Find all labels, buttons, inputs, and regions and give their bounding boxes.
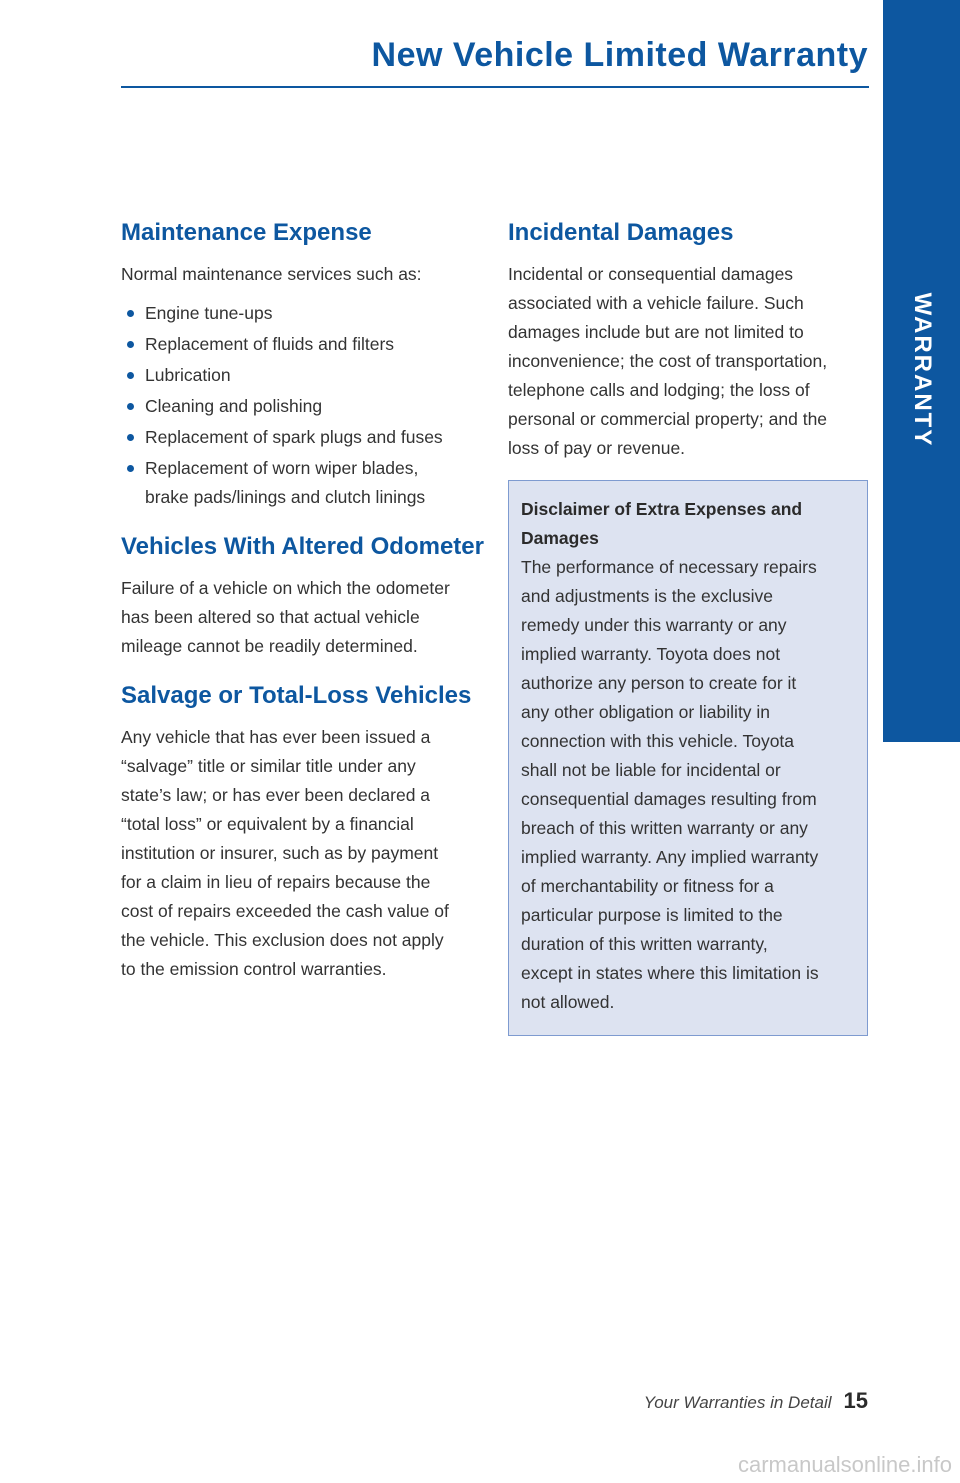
list-item-text: Replacement of worn wiper blades, brake pads/linings and clutch linings xyxy=(145,458,426,507)
title-divider xyxy=(121,86,869,88)
page-number: 15 xyxy=(843,1388,868,1413)
watermark: carmanualsonline.info xyxy=(737,1452,952,1477)
maintenance-list xyxy=(121,299,481,512)
list-item xyxy=(121,423,481,452)
list-item xyxy=(121,392,481,421)
incidental-text: Incidental or consequential damages associated with a vehicle failure. Such damages include but are not limited to inconvenience; the cost of transportation, telephone calls and lodging; the loss of personal or commercial property; and the loss of pay or revenue. xyxy=(508,264,828,458)
page-title: New Vehicle Limited Warranty xyxy=(371,36,868,74)
salvage-heading: Salvage or Total-Loss Vehicles xyxy=(121,682,472,709)
list-item xyxy=(121,330,481,359)
disclaimer-text: The performance of necessary repairs and adjustments is the exclusive remedy under this warranty or any implied warranty. Toyota does not authorize any person to create for it any other obligation or liability in connection with this vehicle. Toyota shall not be liable for incidental or consequential damages resulting from breach of this written warranty or any implied warranty. Any implied warranty of merchantability or fitness for a particular purpose is limited to the duration of this written warranty, except in states where this limitation is not allowed. xyxy=(521,557,819,1012)
odometer-section xyxy=(121,530,484,661)
incidental-heading: Incidental Damages xyxy=(508,219,734,246)
incidental-section xyxy=(508,216,868,463)
odometer-heading: Vehicles With Altered Odometer xyxy=(121,533,484,560)
disclaimer-title: Disclaimer of Extra Expenses and Damages xyxy=(521,499,803,548)
salvage-text: Any vehicle that has ever been issued a “salvage” title or similar title under any state’s law; or has ever been declared a “total loss” or equivalent by a financial institution or insurer, such as by payment for a claim in lieu of repairs because the cost of repairs exceeded the cash value of the vehicle. This exclusion does not apply to the emission control warranties. xyxy=(121,727,449,979)
maintenance-intro: Normal maintenance services such as: xyxy=(121,264,422,284)
list-item-text: Cleaning and polishing xyxy=(145,396,323,416)
footer-label: Your Warranties in Detail xyxy=(643,1393,832,1412)
list-item xyxy=(121,454,481,512)
side-tab-label: WARRANTY xyxy=(908,292,936,448)
salvage-section xyxy=(121,679,481,984)
bullet-icon xyxy=(127,341,134,348)
page-footer xyxy=(644,1388,868,1414)
bullet-icon xyxy=(127,434,134,441)
list-item xyxy=(121,361,481,390)
side-section-tab xyxy=(883,0,960,742)
maintenance-section xyxy=(121,216,481,512)
list-item-text: Engine tune-ups xyxy=(145,303,273,323)
list-item-text: Replacement of spark plugs and fuses xyxy=(145,427,443,447)
list-item xyxy=(121,299,481,328)
bullet-icon xyxy=(127,310,134,317)
bullet-icon xyxy=(127,403,134,410)
odometer-text: Failure of a vehicle on which the odometer has been altered so that actual vehicle mileage cannot be readily determined. xyxy=(121,578,450,656)
list-item-text: Lubrication xyxy=(145,365,231,385)
disclaimer-box xyxy=(508,480,868,1036)
bullet-icon xyxy=(127,465,134,472)
left-column xyxy=(121,216,484,984)
bullet-icon xyxy=(127,372,134,379)
right-column xyxy=(508,216,868,1036)
maintenance-heading: Maintenance Expense xyxy=(121,219,372,246)
list-item-text: Replacement of fluids and filters xyxy=(145,334,395,354)
